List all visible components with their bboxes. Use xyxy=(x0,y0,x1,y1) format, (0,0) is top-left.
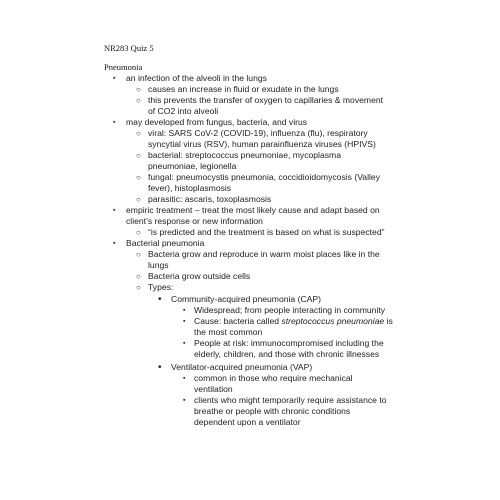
outline-item: empiric treatment – treat the most likely cause and adapt based on xyxy=(126,205,380,215)
outline-item-continuation: fever), histoplasmosis xyxy=(148,183,232,193)
outline-item-continuation: client’s response or new information xyxy=(126,216,263,226)
square-bullet-icon: ▪ xyxy=(183,397,186,404)
hollow-bullet-icon: ○ xyxy=(136,129,141,138)
outline-item-continuation: pneumoniae, legionella xyxy=(148,161,237,171)
square-bullet-icon: ▪ xyxy=(183,307,186,314)
outline-item: parasitic: ascaris, toxoplasmosis xyxy=(148,194,272,204)
hollow-bullet-icon: ○ xyxy=(136,85,141,94)
outline-item: Community-acquired pneumonia (CAP) xyxy=(171,294,321,304)
outline-item: clients who might temporarily require assistance to xyxy=(194,395,387,405)
square-bullet-icon: ▪ xyxy=(113,240,116,247)
square-bullet-icon: ▪ xyxy=(183,318,186,325)
outline-item: an infection of the alveoli in the lungs xyxy=(126,73,267,83)
text-segment: is xyxy=(384,316,393,326)
hollow-bullet-icon: ○ xyxy=(136,151,141,160)
hollow-bullet-icon: ○ xyxy=(136,96,141,105)
outline-item: viral: SARS CoV-2 (COVID-19), influenza (flu), respiratory xyxy=(148,128,368,138)
outline-item: Bacterial pneumonia xyxy=(126,238,205,248)
outline-item: Bacteria grow outside cells xyxy=(148,271,251,281)
outline-item: common in those who require mechanical xyxy=(194,373,353,383)
outline-item: causes an increase in fluid or exudate in the lungs xyxy=(148,84,339,94)
section-heading: Pneumonia xyxy=(104,62,143,72)
outline-item: may developed from fungus, bacteria, and virus xyxy=(126,117,308,127)
outline-item-continuation: the most common xyxy=(194,327,263,337)
square-bullet-icon: ▪ xyxy=(113,75,116,82)
filled-bullet-icon: • xyxy=(158,294,162,305)
hollow-bullet-icon: ○ xyxy=(136,250,141,259)
outline-item: fungal: pneumocystis pneumonia, coccidioidomycosis (Valley xyxy=(148,172,380,182)
hollow-bullet-icon: ○ xyxy=(136,228,141,237)
hollow-bullet-icon: ○ xyxy=(136,195,141,204)
hollow-bullet-icon: ○ xyxy=(136,283,141,292)
outline-item-continuation: dependent upon a ventilator xyxy=(194,417,301,427)
outline-item: bacterial: streptococcus pneumoniae, mycoplasma xyxy=(148,150,341,160)
hollow-bullet-icon: ○ xyxy=(136,272,141,281)
hollow-bullet-icon: ○ xyxy=(136,173,141,182)
outline-item-continuation: ventilation xyxy=(194,384,233,394)
outline-item-continuation: breathe or people with chronic conditions xyxy=(194,406,351,416)
outline-item-continuation: lungs xyxy=(148,260,169,270)
outline-item-continuation: of CO2 into alveoli xyxy=(148,106,219,116)
outline-item: Types: xyxy=(148,282,174,292)
square-bullet-icon: ▪ xyxy=(113,207,116,214)
square-bullet-icon: ▪ xyxy=(183,340,186,347)
document-title: NR283 Quiz 5 xyxy=(104,43,154,53)
outline-item-continuation: syncytial virus (RSV), human parainfluenza viruses (HPIVS) xyxy=(148,139,376,149)
outline-item: “is predicted and the treatment is based on what is suspected” xyxy=(148,227,385,237)
filled-bullet-icon: • xyxy=(158,362,162,373)
outline-item: this prevents the transfer of oxygen to capillaries & movement xyxy=(148,95,384,105)
outline-item xyxy=(194,316,393,327)
emphasized-text: streptococcus pneumoniae xyxy=(281,316,385,326)
outline-item: People at risk: immunocompromised including the xyxy=(194,338,384,348)
square-bullet-icon: ▪ xyxy=(183,375,186,382)
outline-item: Widespread; from people interacting in community xyxy=(194,305,386,315)
outline-item: Ventilator-acquired pneumonia (VAP) xyxy=(171,362,313,372)
square-bullet-icon: ▪ xyxy=(113,119,116,126)
outline-item-continuation: elderly, children, and those with chronic illnesses xyxy=(194,349,380,359)
outline-item: Bacteria grow and reproduce in warm moist places like in the xyxy=(148,249,380,259)
text-segment: Cause: bacteria called xyxy=(194,316,282,326)
